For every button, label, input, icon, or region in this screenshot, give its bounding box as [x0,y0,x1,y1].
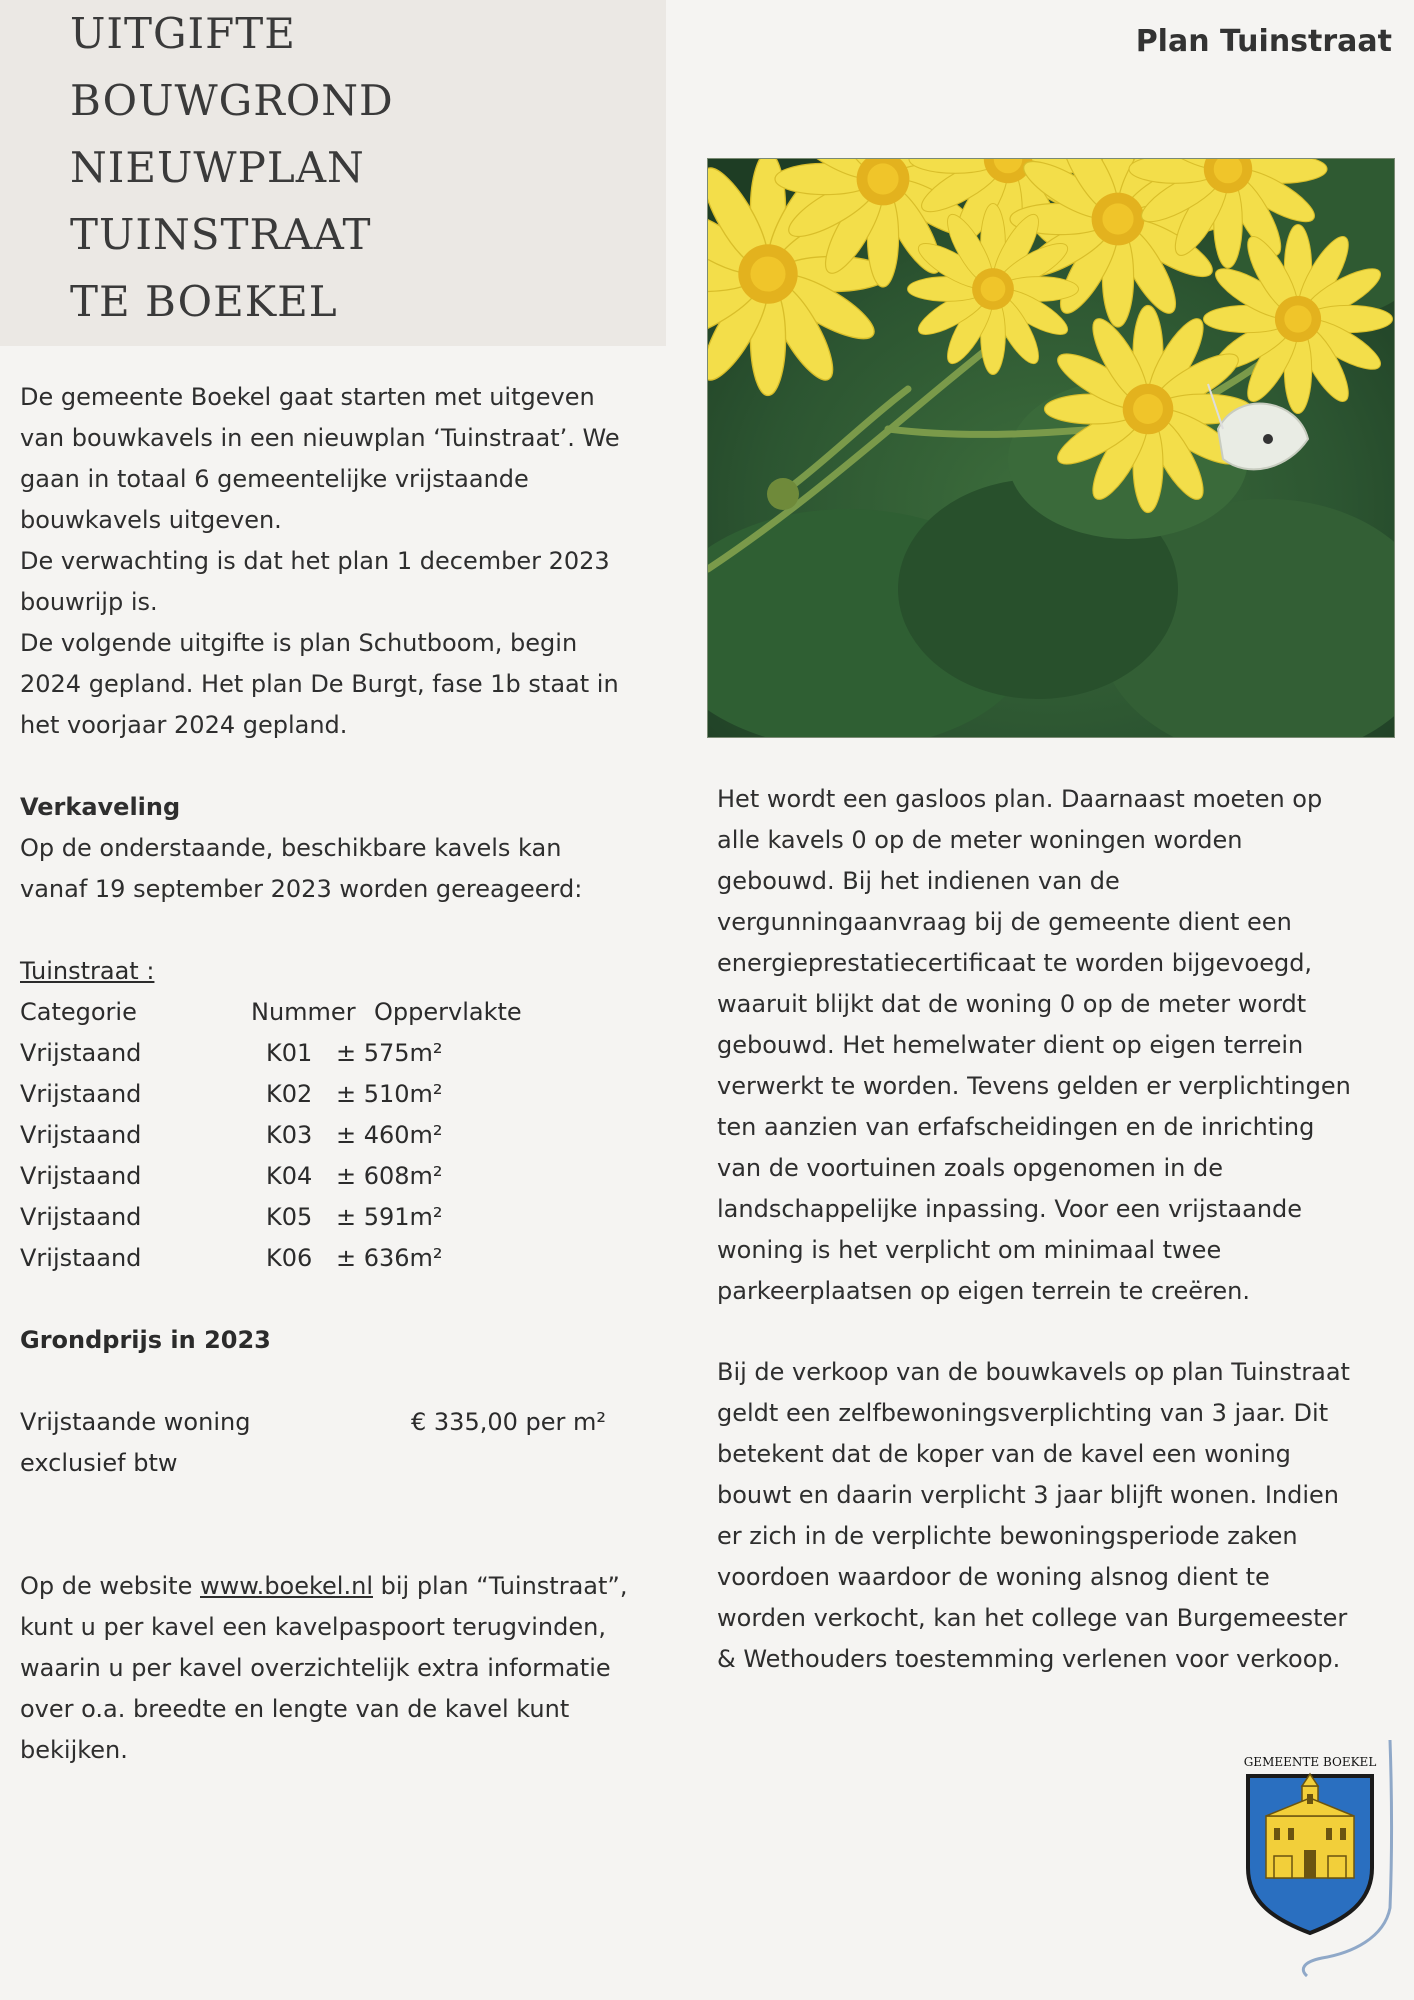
intro-line: De volgende uitgifte is plan Schutboom, begin [20,629,578,657]
right-line: energieprestatiecertificaat te worden bijgevoegd, [717,949,1313,977]
row-area: ± 575m² [336,1039,443,1067]
coat-of-arms-icon [1232,1738,1394,1978]
intro-line: bouwkavels uitgeven. [20,506,282,534]
title-line-1: UITGIFTE [70,9,296,58]
intro-paragraph [20,377,660,746]
right-paragraph-2 [717,1352,1397,1680]
grondprijs-heading: Grondprijs in 2023 [20,1326,271,1354]
right-line: waaruit blijkt dat de woning 0 op de meter wordt [717,990,1307,1018]
website-suffix: bij plan “Tuinstraat”, [372,1572,628,1600]
row-area: ± 591m² [336,1203,443,1231]
right-line: ten aanzien van erfafscheidingen en de inrichting [717,1113,1315,1141]
row-category: Vrijstaand [20,1203,142,1231]
verkaveling-line: vanaf 19 september 2023 worden gereageerd: [20,875,583,903]
gemeente-boekel-logo [1232,1738,1394,1978]
right-paragraph-1 [717,779,1397,1312]
website-line: kunt u per kavel een kavelpaspoort terugvinden, [20,1613,606,1641]
row-area: ± 608m² [336,1162,443,1190]
logo-text: GEMEENTE BOEKEL [1243,1755,1377,1769]
row-number: K01 [266,1039,313,1067]
row-number: K05 [266,1203,313,1231]
right-line: betekent dat de koper van de kavel een woning [717,1440,1291,1468]
right-line: gebouwd. Het hemelwater dient op eigen terrein [717,1031,1304,1059]
row-category: Vrijstaand [20,1162,142,1190]
flower-photo [707,158,1395,738]
row-number: K02 [266,1080,313,1108]
row-number: K03 [266,1121,313,1149]
price-label: Vrijstaande woning [20,1408,251,1436]
row-category: Vrijstaand [20,1244,142,1272]
intro-line: het voorjaar 2024 gepland. [20,711,348,739]
row-area: ± 636m² [336,1244,443,1272]
intro-line: van bouwkavels in een nieuwplan ‘Tuinstraat’. We [20,424,620,452]
row-category: Vrijstaand [20,1039,142,1067]
right-line: van de voortuinen zoals opgenomen in de [717,1154,1224,1182]
intro-line: De verwachting is dat het plan 1 december 2023 [20,547,610,575]
website-line: waarin u per kavel overzichtelijk extra informatie [20,1654,611,1682]
right-line: landschappelijke inpassing. Voor een vrijstaande [717,1195,1303,1223]
verkaveling-heading: Verkaveling [20,793,181,821]
right-line: Het wordt een gasloos plan. Daarnaast moeten op [717,785,1323,813]
title-line-2: BOUWGROND [70,76,394,125]
row-number: K06 [266,1244,313,1272]
document-title: Plan Tuinstraat [1135,24,1392,59]
price-label-vat: exclusief btw [20,1449,178,1477]
right-line: er zich in de verplichte bewoningsperiode zaken [717,1522,1298,1550]
title-banner [0,0,666,346]
header-category: Categorie [20,998,137,1026]
header-area: Oppervlakte [374,998,522,1026]
right-line: gebouwd. Bij het indienen van de [717,867,1120,895]
right-line: voordoen waardoor de woning alsnog dient te [717,1563,1270,1591]
right-line: geldt een zelfbewoningsverplichting van 3 jaar. Dit [717,1399,1329,1427]
right-line: vergunningaanvraag bij de gemeente dient een [717,908,1292,936]
website-link[interactable]: www.boekel.nl [200,1572,373,1600]
row-category: Vrijstaand [20,1080,142,1108]
website-line: bekijken. [20,1736,128,1764]
right-line: bouwt en daarin verplicht 3 jaar blijft wonen. Indien [717,1481,1339,1509]
website-line: over o.a. breedte en lengte van de kavel kunt [20,1695,570,1723]
title-line-5: TE BOEKEL [70,277,338,326]
verkaveling-line: Op de onderstaande, beschikbare kavels kan [20,834,562,862]
website-prefix: Op de website [20,1572,200,1600]
website-paragraph [20,1566,665,1771]
header-number: Nummer [251,998,356,1026]
grondprijs-heading-row [20,1320,271,1361]
price-value: € 335,00 per m² [411,1408,606,1436]
intro-line: De gemeente Boekel gaat starten met uitgeven [20,383,595,411]
intro-line: bouwrijp is. [20,588,158,616]
right-line: parkeerplaatsen op eigen terrein te creëren. [717,1277,1250,1305]
title-line-3: NIEUWPLAN [70,143,365,192]
row-area: ± 510m² [336,1080,443,1108]
street-label-row [20,951,154,992]
intro-line: gaan in totaal 6 gemeentelijke vrijstaande [20,465,529,493]
right-line: & Wethouders toestemming verlenen voor verkoop. [717,1645,1341,1673]
title-line-4: TUINSTRAAT [70,210,372,259]
right-line: alle kavels 0 op de meter woningen worden [717,826,1243,854]
right-line: Bij de verkoop van de bouwkavels op plan Tuinstraat [717,1358,1350,1386]
street-label: Tuinstraat : [20,957,155,985]
verkaveling-section [20,787,660,910]
price-row-2 [20,1443,178,1484]
right-line: woning is het verplicht om minimaal twee [717,1236,1222,1264]
row-category: Vrijstaand [20,1121,142,1149]
row-number: K04 [266,1162,313,1190]
website-line [20,1566,665,1607]
intro-line: 2024 gepland. Het plan De Burgt, fase 1b staat in [20,670,619,698]
row-area: ± 460m² [336,1121,443,1149]
right-line: verwerkt te worden. Tevens gelden er verplichtingen [717,1072,1351,1100]
right-line: worden verkocht, kan het college van Burgemeester [717,1604,1348,1632]
